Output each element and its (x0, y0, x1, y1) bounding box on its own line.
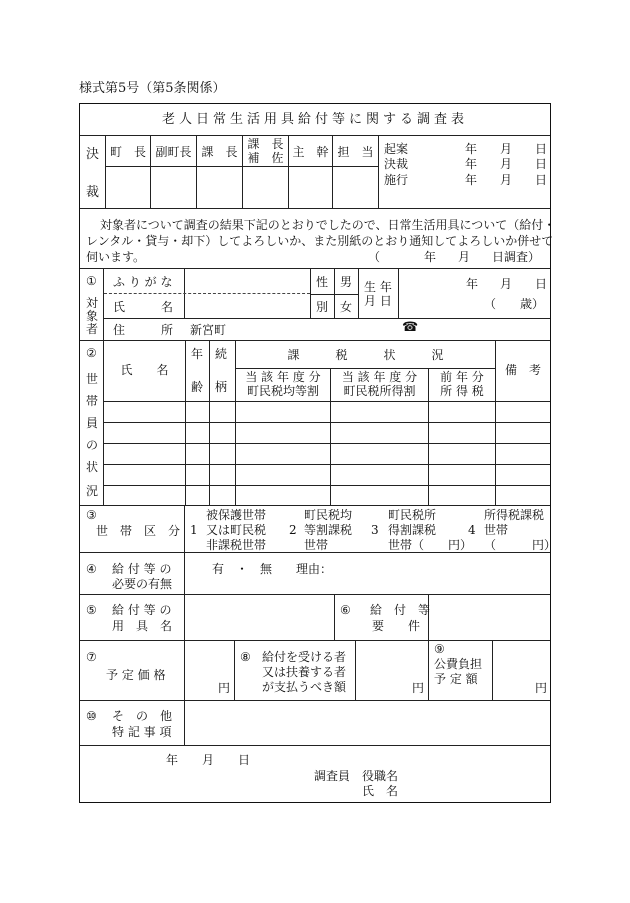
sex-label-1: 性 (316, 275, 329, 289)
tax-sub-3-b: 所 得 税 (440, 384, 484, 398)
form-number: 様式第5号（第5条関係） (79, 81, 226, 96)
intro-line-2: レンタル・貸与・却下）してよろしいか、また別紙のとおり通知してよろしいか併せて (86, 234, 554, 248)
telephone-icon: ☎ (402, 320, 419, 335)
subject-label-3: 者 (86, 322, 99, 336)
household-label-1: 世 (86, 372, 99, 386)
role-staff: 担 当 (337, 145, 374, 159)
price-yen: 円 (218, 681, 231, 695)
household-label-5: 状 (86, 460, 99, 474)
opt4-num: 4 (468, 523, 476, 537)
payment-label-3: が支払うべき額 (262, 680, 347, 694)
col-relation-1: 続 (215, 347, 228, 361)
other-label-1: そ の 他 (112, 709, 173, 723)
role-manager: 主 幹 (292, 145, 329, 159)
need-label-1: 給 付 等 の (112, 562, 172, 576)
tax-sub-2-a: 当 該 年 度 分 (341, 370, 418, 384)
intro-date-suffix: 日調査） (492, 250, 541, 264)
col-relation-2: 柄 (215, 380, 228, 394)
tax-sub-2-b: 町民税所得割 (343, 384, 416, 398)
date-decision-day: 日 (535, 157, 548, 171)
opt2-num: 2 (289, 523, 297, 537)
opt2-l1: 町民税均 (304, 508, 353, 522)
opt4-l3: （ 円） (484, 538, 557, 552)
investigator-name-label: 氏 名 (362, 784, 399, 798)
opt1-l1: 被保護世帯 (206, 508, 267, 522)
col-tax-status: 課 税 状 況 (287, 348, 444, 362)
role-mayor: 町 長 (109, 145, 146, 159)
payment-label-1: 給付を受ける者 (262, 650, 347, 664)
date-draft-day: 日 (535, 142, 548, 156)
birth-label-2: 月 日 (364, 294, 392, 308)
category-label: 世 帯 区 分 (96, 524, 181, 538)
household-label-6: 況 (86, 484, 99, 498)
opt3-l2: 得割課税 (388, 523, 437, 537)
role-section-chief: 課 長 (201, 145, 238, 159)
intro-date-open: （ (368, 250, 381, 264)
household-num: ② (86, 346, 97, 360)
role-assistant-chief-2: 補 佐 (247, 151, 284, 165)
age-open: （ (484, 297, 497, 311)
requirement-label-2: 要 件 (372, 619, 421, 633)
investigator-label: 調査員 役職名 (314, 769, 399, 783)
opt2-l2: 等割課税 (304, 523, 353, 537)
public-num: ⑨ (434, 642, 445, 656)
kessai-label-top: 決 (86, 147, 100, 162)
date-enforce-year: 年 (465, 173, 478, 187)
birth-day: 日 (535, 277, 548, 291)
sex-female: 女 (340, 300, 353, 314)
requirement-label-1: 給 付 等 (370, 603, 431, 617)
need-label-2: 必要の有無 (112, 577, 173, 591)
birth-month: 月 (500, 277, 513, 291)
footer-day: 日 (238, 753, 251, 767)
opt3-l3: 世帯（ 円） (388, 538, 473, 552)
birth-label-1: 生 年 (364, 280, 392, 294)
date-draft-year: 年 (465, 142, 478, 156)
sex-label-2: 別 (316, 300, 329, 314)
sex-male: 男 (340, 275, 353, 289)
intro-date-month: 月 (458, 250, 471, 264)
requirement-num: ⑥ (340, 603, 351, 617)
price-label: 予 定 価 格 (106, 668, 166, 682)
payment-label-2: 又は扶養する者 (262, 665, 347, 679)
footer-month: 月 (202, 753, 215, 767)
subject-num: ① (86, 274, 97, 288)
address-value: 新宮町 (190, 323, 227, 337)
opt1-l2: 又は町民税 (206, 523, 267, 537)
date-decision-label: 決裁 (384, 157, 409, 171)
opt1-l3: 非課税世帯 (206, 538, 267, 552)
household-label-3: 員 (86, 416, 99, 430)
tax-sub-1-b: 町民税均等割 (246, 384, 319, 398)
payment-num: ⑧ (240, 650, 251, 664)
public-label-1: 公費負担 (434, 657, 483, 671)
col-remarks: 備 考 (504, 363, 541, 377)
kessai-label-bottom: 裁 (86, 185, 100, 200)
tax-sub-1-a: 当 該 年 度 分 (245, 370, 321, 384)
role-assistant-chief-1: 課 長 (247, 137, 284, 151)
date-enforce-month: 月 (500, 173, 513, 187)
need-num: ④ (86, 562, 97, 576)
intro-line-3: 伺います。 (86, 250, 146, 264)
household-label-4: の (86, 438, 99, 452)
intro-date-year: 年 (424, 250, 437, 264)
date-enforce-label: 施行 (384, 173, 409, 187)
subject-label-2: 象 (86, 309, 99, 323)
opt4-l1: 所得税課税 (484, 508, 545, 522)
footer-year: 年 (166, 753, 179, 767)
date-enforce-day: 日 (535, 173, 548, 187)
payment-yen: 円 (412, 681, 425, 695)
date-draft-label: 起案 (384, 142, 409, 156)
date-decision-month: 月 (500, 157, 513, 171)
name-label: 氏 名 (113, 300, 174, 314)
intro-line-1: 対象者について調査の結果下記のとおりでしたので、日常生活用具について（給付・ (100, 218, 556, 232)
date-draft-month: 月 (500, 142, 513, 156)
items-label-1: 給 付 等 の (112, 603, 172, 617)
col-age-2: 齢 (191, 380, 204, 394)
price-num: ⑦ (86, 650, 97, 664)
other-label-2: 特 記 事 項 (112, 725, 172, 739)
furigana-label: ふ り が な (113, 275, 173, 289)
items-label-2: 用 具 名 (112, 619, 173, 633)
age-close: 歳） (520, 297, 545, 311)
need-value: 有 ・ 無 理由： (212, 562, 333, 576)
date-decision-year: 年 (465, 157, 478, 171)
household-label-2: 帯 (86, 394, 99, 408)
category-num: ③ (86, 508, 97, 522)
opt3-num: 3 (371, 523, 379, 537)
col-age-1: 年 (191, 347, 204, 361)
tax-sub-3-a: 前 年 分 (440, 370, 484, 384)
subject-label-1: 対 (86, 296, 99, 310)
form-title: 老人日常生活用具給付等に関する調査表 (161, 112, 468, 127)
birth-year: 年 (466, 277, 479, 291)
address-label: 住 所 (113, 323, 174, 337)
role-deputy-mayor: 副町長 (155, 145, 192, 159)
opt3-l1: 町民税所 (388, 508, 437, 522)
opt1-num: 1 (190, 523, 198, 537)
other-num: ⑩ (86, 709, 97, 723)
opt2-l3: 世帯 (304, 538, 329, 552)
items-num: ⑤ (86, 603, 97, 617)
public-yen: 円 (535, 681, 548, 695)
opt4-l2: 世帯 (484, 523, 509, 537)
col-name: 氏 名 (120, 363, 169, 377)
public-label-2: 予 定 額 (434, 672, 478, 686)
